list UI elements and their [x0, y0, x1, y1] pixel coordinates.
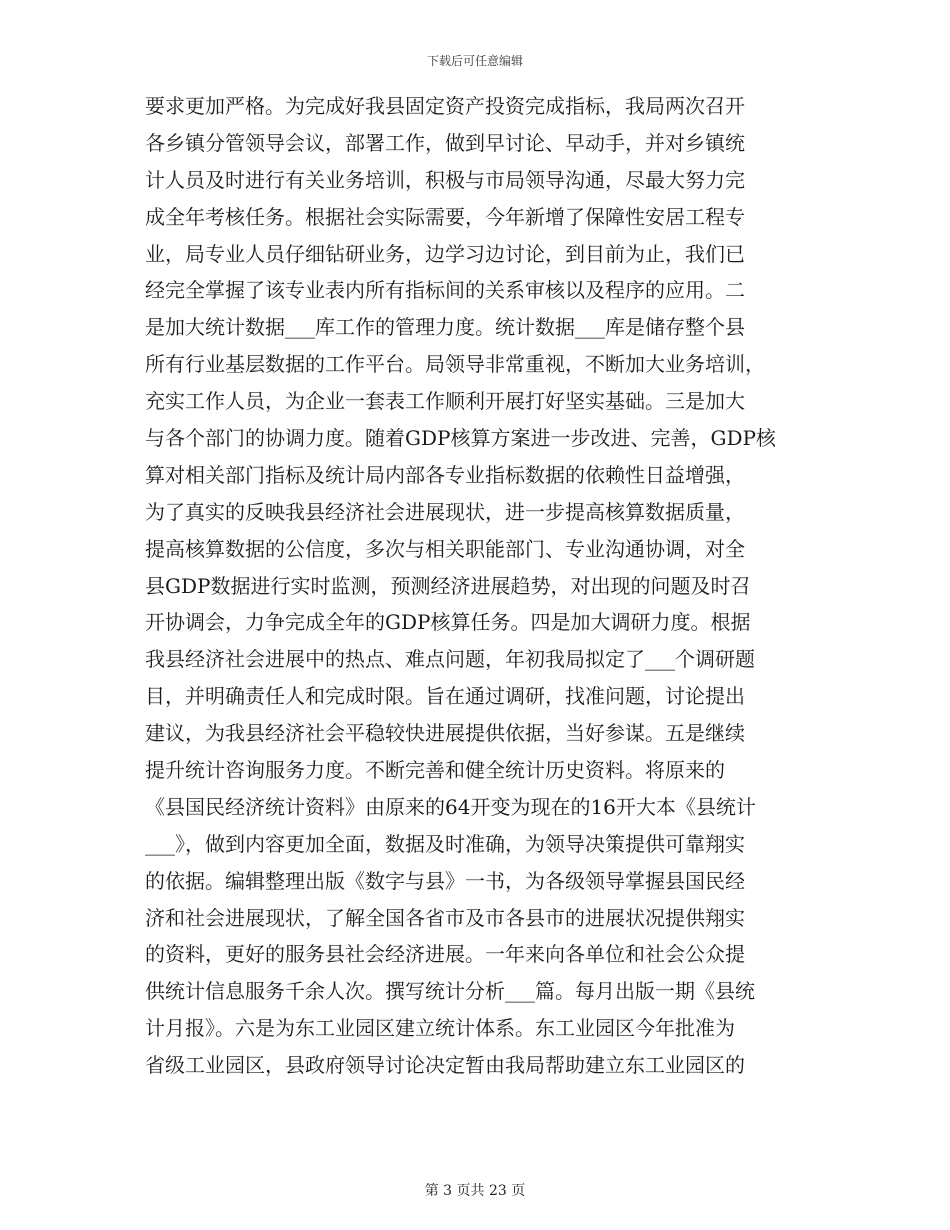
body-line: 为了真实的反映我县经济社会进展现状，进一步提高核算数据质量， [145, 499, 745, 524]
body-line: 所有行业基层数据的工作平台。局领导非常重视，不断加大业务培训， [145, 352, 765, 377]
body-line: 提高核算数据的公信度，多次与相关职能部门、专业沟通协调，对全 [145, 536, 745, 561]
page-number-footer: 第 3 页共 23 页 [424, 1183, 526, 1199]
body-line: 计人员及时进行有关业务培训，积极与市局领导沟通，尽最大努力完 [145, 167, 745, 192]
body-line: 算对相关部门指标及统计局内部各专业指标数据的依赖性日益增强， [145, 462, 745, 487]
body-line: 我县经济社会进展中的热点、难点问题，年初我局拟定了___个调研题 [145, 647, 755, 672]
body-line: 建议，为我县经济社会平稳较快进展提供依据，当好参谋。五是继续 [145, 721, 745, 746]
body-line: 充实工作人员，为企业一套表工作顺利开展打好坚实基础。三是加大 [145, 389, 745, 414]
body-line: 济和社会进展现状，了解全国各省市及市各县市的进展状况提供翔实 [145, 905, 745, 930]
body-line: 提升统计咨询服务力度。不断完善和健全统计历史资料。将原来的 [145, 758, 725, 783]
body-line: 与各个部门的协调力度。随着GDP核算方案进一步改进、完善，GDP核 [145, 426, 776, 451]
body-line: 省级工业园区，县政府领导讨论决定暂由我局帮助建立东工业园区的 [145, 1053, 745, 1078]
page-header: 下载后可任意编辑 [426, 54, 523, 68]
body-line: 要求更加严格。为完成好我县固定资产投资完成指标，我局两次召开 [145, 94, 745, 118]
body-line: ___》，做到内容更加全面，数据及时准确，为领导决策提供可靠翔实 [145, 831, 745, 856]
body-line: 各乡镇分管领导会议，部署工作，做到早讨论、早动手，并对乡镇统 [145, 130, 745, 155]
body-line: 的依据。编辑整理出版《数字与县》一书，为各级领导掌握县国民经 [145, 868, 745, 893]
body-line: 《县国民经济统计资料》由原来的64开变为现在的16开大本《县统计 [145, 794, 756, 819]
body-line: 成全年考核任务。根据社会实际需要，今年新增了保障性安居工程专 [145, 204, 745, 229]
body-line: 是加大统计数据___库工作的管理力度。统计数据___库是储存整个县 [145, 315, 745, 340]
document-body [145, 88, 815, 1084]
body-line: 业，局专业人员仔细钻研业务，边学习边讨论，到目前为止，我们已 [145, 241, 745, 266]
body-line: 计月报》。六是为东工业园区建立统计体系。东工业园区今年批准为 [145, 1016, 735, 1041]
body-line: 的资料，更好的服务县社会经济进展。一年来向各单位和社会公众提 [145, 942, 745, 967]
body-line: 经完全掌握了该专业表内所有指标间的关系审核以及程序的应用。二 [145, 278, 745, 303]
body-line: 开协调会，力争完成全年的GDP核算任务。四是加大调研力度。根据 [145, 610, 751, 635]
body-line: 目，并明确责任人和完成时限。旨在通过调研，找准问题，讨论提出 [145, 684, 745, 709]
body-line: 供统计信息服务千余人次。撰写统计分析___篇。每月出版一期《县统 [145, 979, 755, 1004]
body-line: 县GDP数据进行实时监测，预测经济进展趋势，对出现的问题及时召 [145, 573, 751, 598]
